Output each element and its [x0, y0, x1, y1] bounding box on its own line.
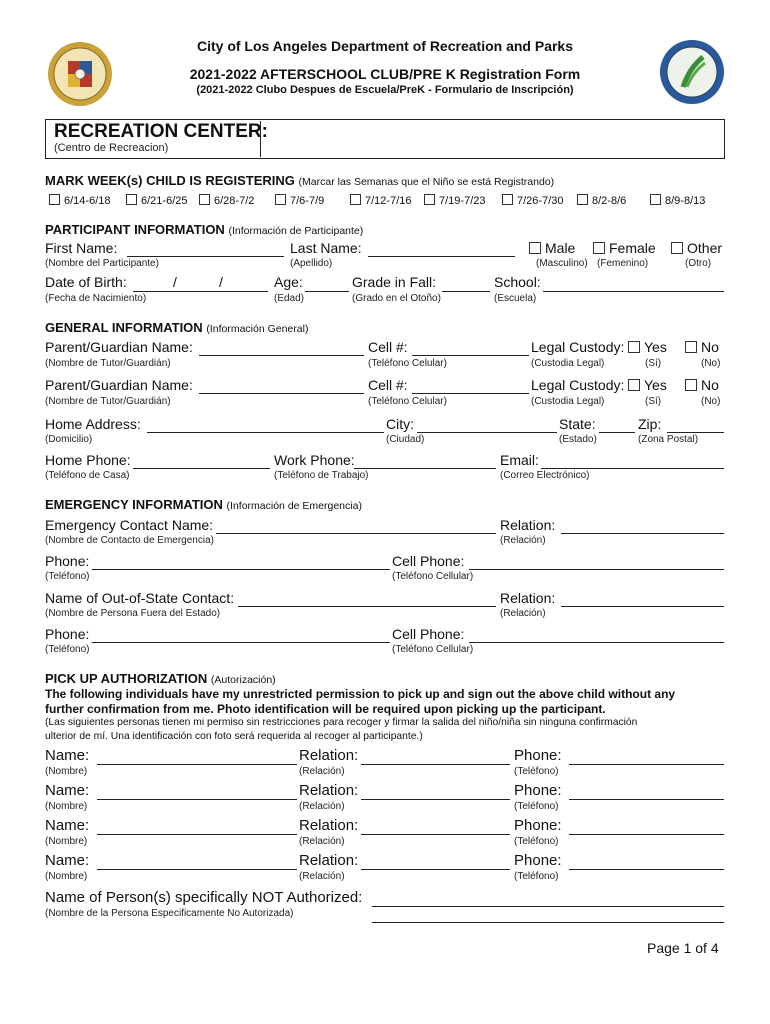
emergency-contact-sub: (Nombre de Contacto de Emergencia): [45, 535, 214, 546]
pickup-name-field[interactable]: [97, 799, 297, 800]
week-checkbox[interactable]: 7/26-7/30: [502, 194, 563, 207]
not-authorized-label: Name of Person(s) specifically NOT Authorized:: [45, 889, 363, 906]
oos-contact-label: Name of Out-of-State Contact:: [45, 590, 235, 606]
oos-contact-field[interactable]: [238, 606, 496, 607]
age-field[interactable]: [305, 291, 349, 292]
oos-cell-field[interactable]: [469, 642, 724, 643]
week-checkbox[interactable]: 8/9-8/13: [650, 194, 705, 207]
grade-field[interactable]: [442, 291, 490, 292]
home-phone-sub: (Teléfono de Casa): [45, 470, 130, 481]
weeks-title: MARK WEEK(s) CHILD IS REGISTERING: [45, 173, 295, 188]
pickup-statement-2: further confirmation from me. Photo identification will be required upon picking up the participant.: [45, 702, 606, 716]
emergency-cell-label: Cell Phone:: [392, 553, 465, 569]
oos-phone-sub: (Teléfono): [45, 644, 90, 655]
recreation-center-label: RECREATION CENTER:: [54, 121, 268, 142]
dob-slash: /: [173, 274, 177, 290]
oos-relation-field[interactable]: [561, 606, 724, 607]
school-sub: (Escuela): [494, 293, 537, 304]
pickup-name-field[interactable]: [97, 764, 297, 765]
cell-1-label: Cell #:: [368, 339, 408, 355]
guardian-2-label: Parent/Guardian Name:: [45, 377, 193, 393]
zip-sub: (Zona Postal): [638, 434, 699, 445]
pickup-phone-label: Phone:: [514, 747, 562, 764]
pickup-title-es: (Autorización): [210, 674, 276, 686]
grade-sub: (Grado en el Otoño): [352, 293, 441, 304]
work-phone-field[interactable]: [354, 468, 496, 469]
pickup-phone-label: Phone:: [514, 782, 562, 799]
week-checkbox[interactable]: 6/14-6/18: [49, 194, 110, 207]
oos-phone-label: Phone:: [45, 626, 90, 642]
age-label: Age:: [274, 274, 303, 290]
emergency-phone-field[interactable]: [92, 569, 390, 570]
oos-cell-sub: (Teléfono Cellular): [392, 644, 474, 655]
emergency-heading: [45, 497, 362, 512]
pickup-name-field[interactable]: [97, 834, 297, 835]
pickup-relation-sub: (Relación): [299, 836, 345, 847]
cell-2-sub: (Teléfono Celular): [368, 396, 447, 407]
pickup-relation-label: Relation:: [299, 852, 359, 869]
work-phone-label: Work Phone:: [274, 452, 355, 468]
oos-cell-label: Cell Phone:: [392, 626, 465, 642]
oos-relation-label: Relation:: [500, 590, 556, 606]
pickup-relation-label: Relation:: [299, 747, 359, 764]
emergency-cell-sub: (Teléfono Cellular): [392, 571, 474, 582]
not-authorized-field-line-2[interactable]: [372, 922, 724, 923]
pickup-statement-es-1: (Las siguientes personas tienen mi permiso sin restricciones para recoger y firmar la salida del niño/niña sin ninguna confirmación: [45, 717, 638, 728]
guardian-1-field[interactable]: [199, 355, 364, 356]
first-name-label: First Name:: [45, 240, 118, 256]
emergency-relation-label: Relation:: [500, 517, 556, 533]
male-sub: (Masculino): [536, 258, 588, 269]
department-title: City of Los Angeles Department of Recreation and Parks: [196, 38, 573, 54]
week-checkbox[interactable]: 7/6-7/9: [275, 194, 324, 207]
age-sub: (Edad): [274, 293, 305, 304]
state-sub: (Estado): [559, 434, 597, 445]
pickup-name-label: Name:: [45, 817, 90, 834]
participant-title: PARTICIPANT INFORMATION: [45, 222, 225, 237]
pickup-name-label: Name:: [45, 782, 90, 799]
cell-2-label: Cell #:: [368, 377, 408, 393]
emergency-phone-label: Phone:: [45, 553, 90, 569]
custody-2-no[interactable]: No: [685, 377, 719, 393]
page-number: Page 1 of 4: [647, 940, 719, 956]
custody-2-yes[interactable]: Yes: [628, 377, 667, 393]
participant-title-es: (Información de Participante): [228, 225, 364, 237]
pickup-phone-sub: (Teléfono): [514, 871, 559, 882]
pickup-relation-sub: (Relación): [299, 766, 345, 777]
participant-heading: [45, 222, 363, 237]
cell-1-field[interactable]: [412, 355, 529, 356]
oos-relation-sub: (Relación): [500, 608, 546, 619]
pickup-name-sub: (Nombre): [45, 836, 88, 847]
last-name-sub: (Apellido): [290, 258, 333, 269]
emergency-title-es: (Información de Emergencia): [226, 500, 362, 512]
custody-1-no[interactable]: No: [685, 339, 719, 355]
pickup-phone-field[interactable]: [569, 764, 724, 765]
guardian-1-sub: (Nombre de Tutor/Guardián): [45, 358, 171, 369]
week-checkbox[interactable]: 7/19-7/23: [424, 194, 485, 207]
emergency-title: EMERGENCY INFORMATION: [45, 497, 223, 512]
pickup-statement-1: The following individuals have my unrestricted permission to pick up and sign out the above child without any: [45, 687, 676, 701]
first-name-field[interactable]: [127, 256, 284, 257]
week-checkbox[interactable]: 6/28-7/2: [199, 194, 254, 207]
pickup-relation-field[interactable]: [361, 799, 510, 800]
female-sub: (Femenino): [597, 258, 649, 269]
guardian-1-label: Parent/Guardian Name:: [45, 339, 193, 355]
home-address-sub: (Domicilio): [45, 434, 93, 445]
pickup-relation-sub: (Relación): [299, 801, 345, 812]
emergency-contact-field[interactable]: [216, 533, 496, 534]
home-phone-label: Home Phone:: [45, 452, 131, 468]
pickup-relation-label: Relation:: [299, 782, 359, 799]
pickup-heading: [45, 671, 276, 686]
guardian-2-sub: (Nombre de Tutor/Guardián): [45, 396, 171, 407]
pickup-name-sub: (Nombre): [45, 871, 88, 882]
school-field[interactable]: [543, 291, 724, 292]
pickup-phone-field[interactable]: [569, 834, 724, 835]
guardian-2-field[interactable]: [199, 393, 364, 394]
email-sub: (Correo Electrónico): [500, 470, 590, 481]
recreation-center-field[interactable]: [260, 121, 723, 157]
custody-2-no-sub: (No): [701, 396, 721, 407]
city-field[interactable]: [417, 432, 557, 433]
female-option[interactable]: Female: [593, 240, 656, 256]
email-label: Email:: [500, 452, 539, 468]
pickup-name-sub: (Nombre): [45, 766, 88, 777]
pickup-relation-field[interactable]: [361, 834, 510, 835]
custody-1-label: Legal Custody:: [531, 339, 625, 355]
dob-sub: (Fecha de Nacimiento): [45, 293, 147, 304]
home-address-field[interactable]: [147, 432, 384, 433]
not-authorized-sub: (Nombre de la Persona Especificamente No Autorizada): [45, 908, 294, 919]
pickup-relation-sub: (Relación): [299, 871, 345, 882]
not-authorized-field[interactable]: [372, 906, 724, 907]
city-sub: (Ciudad): [386, 434, 425, 445]
other-sub: (Otro): [685, 258, 712, 269]
pickup-phone-sub: (Teléfono): [514, 766, 559, 777]
custody-2-yes-sub: (Sí): [645, 396, 662, 407]
zip-field[interactable]: [667, 432, 724, 433]
emergency-relation-sub: (Relación): [500, 535, 546, 546]
week-checkbox[interactable]: 8/2-8/6: [577, 194, 626, 207]
home-address-label: Home Address:: [45, 416, 141, 432]
zip-label: Zip:: [638, 416, 662, 432]
pickup-phone-label: Phone:: [514, 817, 562, 834]
week-checkbox[interactable]: 7/12-7/16: [350, 194, 411, 207]
emergency-relation-field[interactable]: [561, 533, 724, 534]
oos-contact-sub: (Nombre de Persona Fuera del Estado): [45, 608, 221, 619]
city-label: City:: [386, 416, 414, 432]
last-name-field[interactable]: [368, 256, 515, 257]
pickup-name-field[interactable]: [97, 869, 297, 870]
cell-2-field[interactable]: [412, 393, 529, 394]
dob-field[interactable]: [133, 291, 268, 292]
pickup-name-label: Name:: [45, 747, 90, 764]
custody-1-no-sub: (No): [701, 358, 721, 369]
pickup-phone-field[interactable]: [569, 869, 724, 870]
pickup-statement-es-2: ulterior de mí. Una identificación con foto será requerida al recoger al participante.): [45, 731, 423, 742]
email-field[interactable]: [541, 468, 724, 469]
general-heading: [45, 320, 308, 335]
emergency-phone-sub: (Teléfono): [45, 571, 90, 582]
pickup-relation-field[interactable]: [361, 764, 510, 765]
work-phone-sub: (Teléfono de Trabajo): [274, 470, 369, 481]
general-title-es: (Información General): [206, 323, 309, 335]
pickup-relation-field[interactable]: [361, 869, 510, 870]
pickup-phone-sub: (Teléfono): [514, 836, 559, 847]
weeks-heading: [45, 173, 554, 188]
state-field[interactable]: [599, 432, 635, 433]
other-option[interactable]: Other: [671, 240, 722, 256]
custody-1-sub: (Custodia Legal): [531, 358, 605, 369]
emergency-contact-label: Emergency Contact Name:: [45, 517, 214, 533]
emergency-cell-field[interactable]: [469, 569, 724, 570]
grade-label: Grade in Fall:: [352, 274, 437, 290]
custody-2-label: Legal Custody:: [531, 377, 625, 393]
pickup-phone-field[interactable]: [569, 799, 724, 800]
cell-1-sub: (Teléfono Celular): [368, 358, 447, 369]
first-name-sub: (Nombre del Participante): [45, 258, 159, 269]
last-name-label: Last Name:: [290, 240, 362, 256]
oos-phone-field[interactable]: [92, 642, 390, 643]
recreation-center-sub: (Centro de Recreacion): [54, 142, 169, 154]
male-option[interactable]: Male: [529, 240, 575, 256]
custody-2-sub: (Custodia Legal): [531, 396, 605, 407]
form-title: 2021-2022 AFTERSCHOOL CLUB/PRE K Registration Form: [189, 66, 581, 82]
pickup-title: PICK UP AUTHORIZATION: [45, 671, 208, 686]
dob-label: Date of Birth:: [45, 274, 127, 290]
state-label: State:: [559, 416, 596, 432]
pickup-phone-label: Phone:: [514, 852, 562, 869]
home-phone-field[interactable]: [133, 468, 270, 469]
dob-slash: /: [219, 274, 223, 290]
general-title: GENERAL INFORMATION: [45, 320, 203, 335]
weeks-title-es: (Marcar las Semanas que el Niño se está Registrando): [298, 176, 555, 188]
pickup-name-label: Name:: [45, 852, 90, 869]
form-subtitle: (2021-2022 Clubo Despues de Escuela/PreK - Formulario de Inscripción): [196, 84, 574, 96]
pickup-relation-label: Relation:: [299, 817, 359, 834]
custody-1-yes[interactable]: Yes: [628, 339, 667, 355]
week-checkbox[interactable]: 6/21-6/25: [126, 194, 187, 207]
school-label: School:: [494, 274, 541, 290]
pickup-phone-sub: (Teléfono): [514, 801, 559, 812]
pickup-name-sub: (Nombre): [45, 801, 88, 812]
custody-1-yes-sub: (Sí): [645, 358, 662, 369]
